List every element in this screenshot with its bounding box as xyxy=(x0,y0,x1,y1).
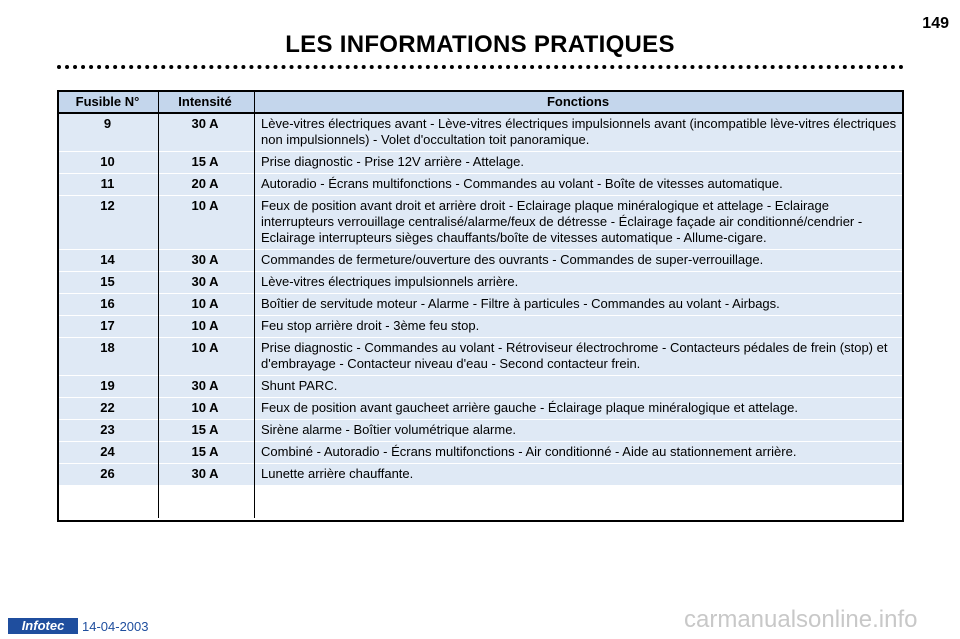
table-row xyxy=(58,316,903,338)
fuse-number-cell: 17 xyxy=(58,316,157,338)
fuse-number-cell: 18 xyxy=(58,338,157,376)
function-cell: Sirène alarme - Boîtier volumétrique alarme. xyxy=(253,420,903,442)
table-row xyxy=(58,272,903,294)
table-row xyxy=(58,196,903,250)
fuse-number-cell: 15 xyxy=(58,272,157,294)
function-cell: Feux de position avant droit et arrière droit - Eclairage plaque minéralogique et attelage - Eclairage interrupteurs verrouillage centralisé/alarme/feux de détresse - Éclairage façade air conditionné/cendrier - Eclairage interrupteurs sièges chauffants/boîte de vitesses automatique - Allume-cigare. xyxy=(253,196,903,250)
intensity-cell: 30 A xyxy=(157,113,253,152)
footer-date: 14-04-2003 xyxy=(82,619,149,634)
table-row xyxy=(58,294,903,316)
function-cell: Lève-vitres électriques avant - Lève-vitres électriques impulsionnels avant (incompatible lève-vitres électriques non impulsionnels) - Volet d'occultation toit panoramique. xyxy=(253,113,903,152)
function-cell: Prise diagnostic - Commandes au volant - Rétroviseur électrochrome - Contacteurs pédales de frein (stop) et d'embrayage - Contacteur niveau d'eau - Second contacteur frein. xyxy=(253,338,903,376)
function-cell: Prise diagnostic - Prise 12V arrière - Attelage. xyxy=(253,152,903,174)
table-row xyxy=(58,376,903,398)
table-row xyxy=(58,152,903,174)
table-row xyxy=(58,174,903,196)
fuse-number-cell: 22 xyxy=(58,398,157,420)
table-row xyxy=(58,420,903,442)
fuse-number-cell: 24 xyxy=(58,442,157,464)
intensity-cell: 30 A xyxy=(157,376,253,398)
page-number: 149 xyxy=(922,15,949,32)
function-cell: Autoradio - Écrans multifonctions - Commandes au volant - Boîte de vitesses automatique. xyxy=(253,174,903,196)
intensity-cell: 10 A xyxy=(157,398,253,420)
function-cell: Lunette arrière chauffante. xyxy=(261,466,414,481)
page-title: LES INFORMATIONS PRATIQUES xyxy=(285,31,675,58)
function-cell: Shunt PARC. xyxy=(253,376,903,398)
function-cell: Boîtier de servitude moteur - Alarme - Filtre à particules - Commandes au volant - Airbags. xyxy=(253,294,903,316)
table-row xyxy=(58,250,903,272)
intensity-cell: 15 A xyxy=(157,420,253,442)
table-row xyxy=(58,442,903,464)
function-cell: Feux de position avant gaucheet arrière gauche - Éclairage plaque minéralogique et attelage. xyxy=(253,398,903,420)
fuse-number-cell: 19 xyxy=(58,376,157,398)
function-cell: Combiné - Autoradio - Écrans multifonctions - Air conditionné - Aide au stationnement arrière. xyxy=(253,442,903,464)
table-header-row xyxy=(58,91,903,113)
title-divider xyxy=(57,65,904,69)
function-cell: Lève-vitres électriques impulsionnels arrière. xyxy=(253,272,903,294)
intensity-cell: 10 A xyxy=(157,316,253,338)
fuse-number-cell: 23 xyxy=(58,420,157,442)
fuse-number-cell: 14 xyxy=(58,250,157,272)
table-body xyxy=(58,113,903,485)
function-cell: Commandes de fermeture/ouverture des ouvrants - Commandes de super-verrouillage. xyxy=(253,250,903,272)
intensity-cell: 10 A xyxy=(157,196,253,250)
fuse-table xyxy=(58,91,903,485)
intensity-cell: 15 A xyxy=(157,152,253,174)
intensity-cell: 10 A xyxy=(157,338,253,376)
intensity-cell: 30 A xyxy=(157,250,253,272)
intensity-cell: 30 A xyxy=(157,272,253,294)
table-row xyxy=(58,113,903,152)
intensity-cell: 20 A xyxy=(157,174,253,196)
fuse-number-cell: 9 xyxy=(58,113,157,152)
function-cell: Feu stop arrière droit - 3ème feu stop. xyxy=(253,316,903,338)
column-divider xyxy=(158,92,159,518)
infotec-logo: Infotec xyxy=(8,618,78,634)
table-row xyxy=(58,398,903,420)
table-row xyxy=(58,464,903,486)
table-row xyxy=(58,338,903,376)
fuse-number-cell: 11 xyxy=(58,174,157,196)
column-divider xyxy=(254,92,255,518)
fuse-number-cell: 12 xyxy=(58,196,157,250)
fuse-number-cell: 16 xyxy=(58,294,157,316)
intensity-cell: 15 A xyxy=(157,442,253,464)
watermark: carmanualsonline.info xyxy=(684,606,918,633)
fuse-number-cell: 10 xyxy=(58,152,157,174)
fuse-number-cell: 26 xyxy=(100,466,115,481)
header-functions: Fonctions xyxy=(253,91,903,113)
intensity-cell: 10 A xyxy=(157,294,253,316)
header-intensity: Intensité xyxy=(157,91,253,113)
intensity-cell: 30 A xyxy=(191,466,219,481)
header-fuse-number: Fusible N° xyxy=(58,91,157,113)
